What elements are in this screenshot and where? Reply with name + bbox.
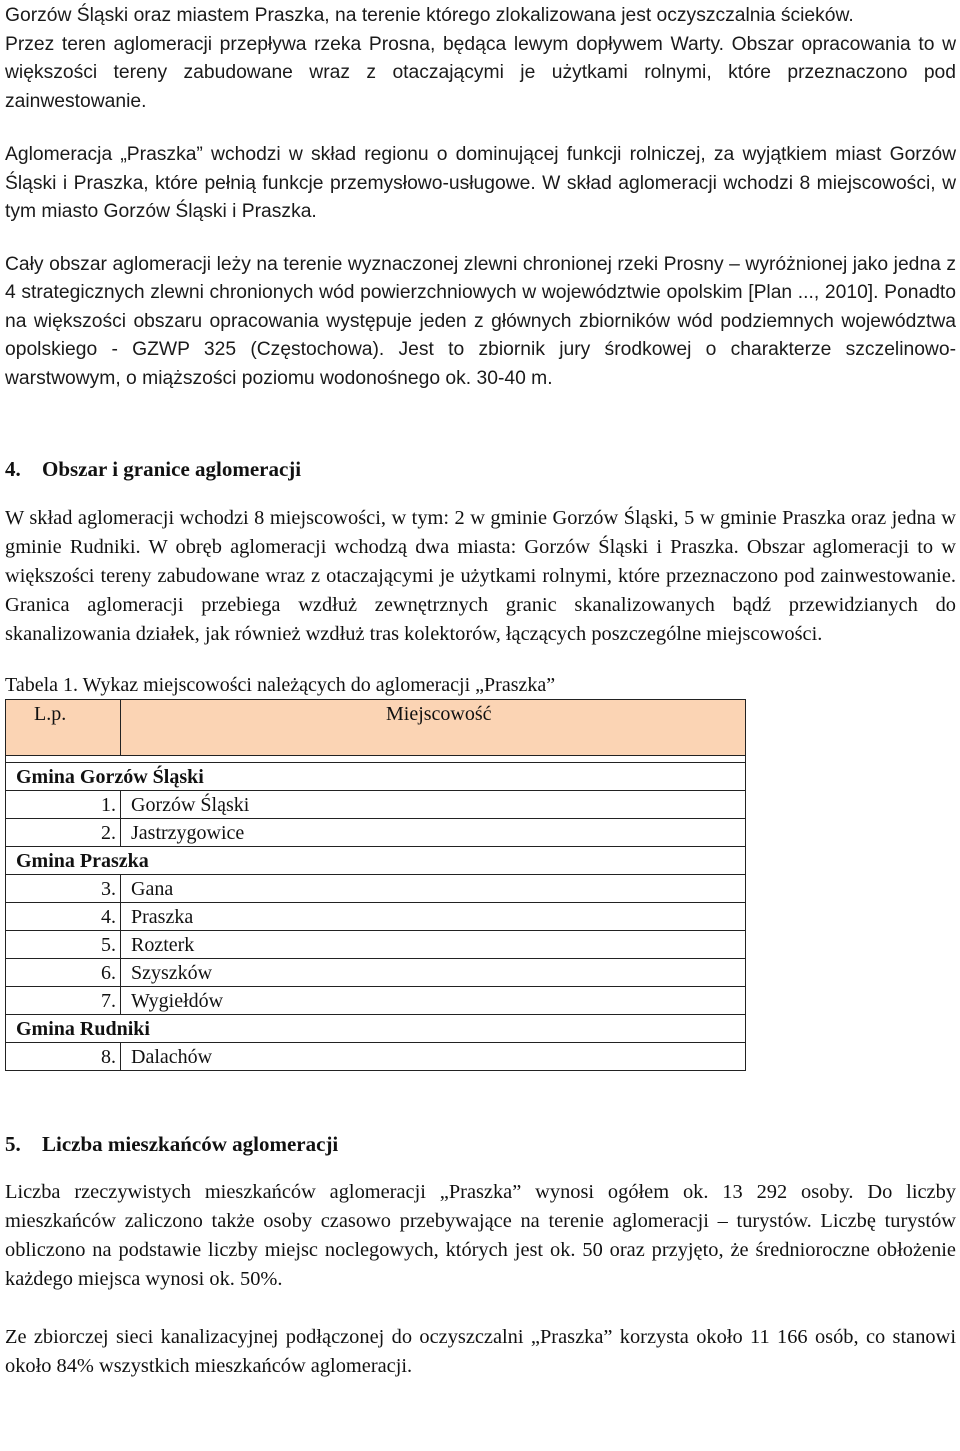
row-place: Rozterk	[121, 931, 746, 959]
section-5-paragraph-2: Ze zbiorczej sieci kanalizacyjnej podłączonej do oczyszczalni „Praszka” korzysta około 11 166 osób, co stanowi około 84% wszystkich mieszkańców aglomeracji.	[5, 1326, 956, 1377]
row-number: 4.	[6, 903, 121, 931]
intro-paragraph-1: Gorzów Śląski oraz miastem Praszka, na terenie którego zlokalizowana jest oczyszczalnia ścieków.	[5, 5, 854, 26]
row-place: Szyszków	[121, 959, 746, 987]
column-header-lp: L.p.	[6, 700, 121, 756]
row-place: Dalachów	[121, 1043, 746, 1071]
table-row	[6, 1043, 746, 1071]
intro-paragraph-3: Aglomeracja „Praszka” wchodzi w skład regionu o dominującej funkcji rolniczej, za wyjątkiem miast Gorzów Śląski i Praszka, które pełnią funkcje przemysłowo-usługowe. W skład aglomeracji wchodzi 8 miejscowości, w tym miasto Gorzów Śląski i Praszka.	[5, 144, 956, 222]
group-name: Gmina Gorzów Śląski	[6, 763, 746, 791]
row-number: 5.	[6, 931, 121, 959]
section-5-paragraph-1: Liczba rzeczywistych mieszkańców aglomeracji „Praszka” wynosi ogółem ok. 13 292 osoby. Do liczby mieszkańców zaliczono także osoby czasowo przebywające na terenie aglomeracji – turystów. Liczbę turystów obliczono na podstawie liczby miejsc noclegowych, których jest ok. 50 oraz przyjęto, że średnioroczne obłożenie każdego miejsca wynosi ok. 50%.	[5, 1181, 956, 1290]
table-group-row	[6, 763, 746, 791]
group-name: Gmina Rudniki	[6, 1015, 746, 1043]
section-5-heading	[5, 1129, 956, 1159]
section-5-number: 5.	[5, 1132, 21, 1156]
intro-paragraph-4: Cały obszar aglomeracji leży na terenie wyznaczonej zlewni chronionej rzeki Prosny – wyróżnionej jako jedna z 4 strategicznych zlewni chronionych wód powierzchniowych w województwie opolskim [Plan ..., 2010]. Ponadto na większości obszaru opracowania występuje jeden z głównych zbiorników wód podziemnych województwa opolskiego - GZWP 325 (Częstochowa). Jest to zbiornik jury środkowej o charakterze szczelinowo-warstwowym, o miąższości poziomu wodonośnego ok. 30-40 m.	[5, 253, 956, 389]
table-row	[6, 987, 746, 1015]
group-name: Gmina Praszka	[6, 847, 746, 875]
section-4-paragraph: W skład aglomeracji wchodzi 8 miejscowości, w tym: 2 w gminie Gorzów Śląski, 5 w gminie Praszka oraz jedna w gminie Rudniki. W obręb aglomeracji wchodzą dwa miasta: Gorzów Śląski i Praszka. Obszar aglomeracji to w większości tereny zabudowane wraz z otaczającymi je użytkami rolnymi, które przeznaczono pod zainwestowanie. Granica aglomeracji przebiega wzdłuż zewnętrznych granic skanalizowanych bądź przewidzianych do skanalizowania działek, jak również wzdłuż tras kolektorów, łączących poszczególne miejscowości.	[5, 507, 956, 645]
table-row	[6, 875, 746, 903]
row-place: Gana	[121, 875, 746, 903]
table-caption: Tabela 1. Wykaz miejscowości należących do aglomeracji „Praszka”	[5, 674, 556, 696]
row-number: 3.	[6, 875, 121, 903]
table-spacer-row	[6, 756, 746, 763]
row-number: 7.	[6, 987, 121, 1015]
row-place: Praszka	[121, 903, 746, 931]
table-row	[6, 903, 746, 931]
row-place: Jastrzygowice	[121, 819, 746, 847]
section-4-title: Obszar i granice aglomeracji	[42, 457, 302, 481]
section-4-heading	[5, 454, 956, 484]
section-4-number: 4.	[5, 457, 21, 481]
row-number: 8.	[6, 1043, 121, 1071]
table-row	[6, 931, 746, 959]
column-header-place: Miejscowość	[121, 700, 746, 756]
table-row	[6, 791, 746, 819]
table-group-row	[6, 847, 746, 875]
table-row	[6, 959, 746, 987]
row-place: Wygiełdów	[121, 987, 746, 1015]
section-5-title: Liczba mieszkańców aglomeracji	[42, 1132, 339, 1156]
row-number: 6.	[6, 959, 121, 987]
row-number: 1.	[6, 791, 121, 819]
table-group-row	[6, 1015, 746, 1043]
localities-table	[5, 699, 746, 1071]
document-page	[5, 2, 956, 1381]
intro-paragraph-2: Przez teren aglomeracji przepływa rzeka Prosna, będąca lewym dopływem Warty. Obszar opracowania to w większości tereny zabudowane wraz z otaczającymi je użytkami rolnymi, które przeznaczono pod zainwestowanie.	[5, 33, 956, 112]
row-place: Gorzów Śląski	[121, 791, 746, 819]
table-header-row	[6, 700, 746, 756]
row-number: 2.	[6, 819, 121, 847]
table-row	[6, 819, 746, 847]
